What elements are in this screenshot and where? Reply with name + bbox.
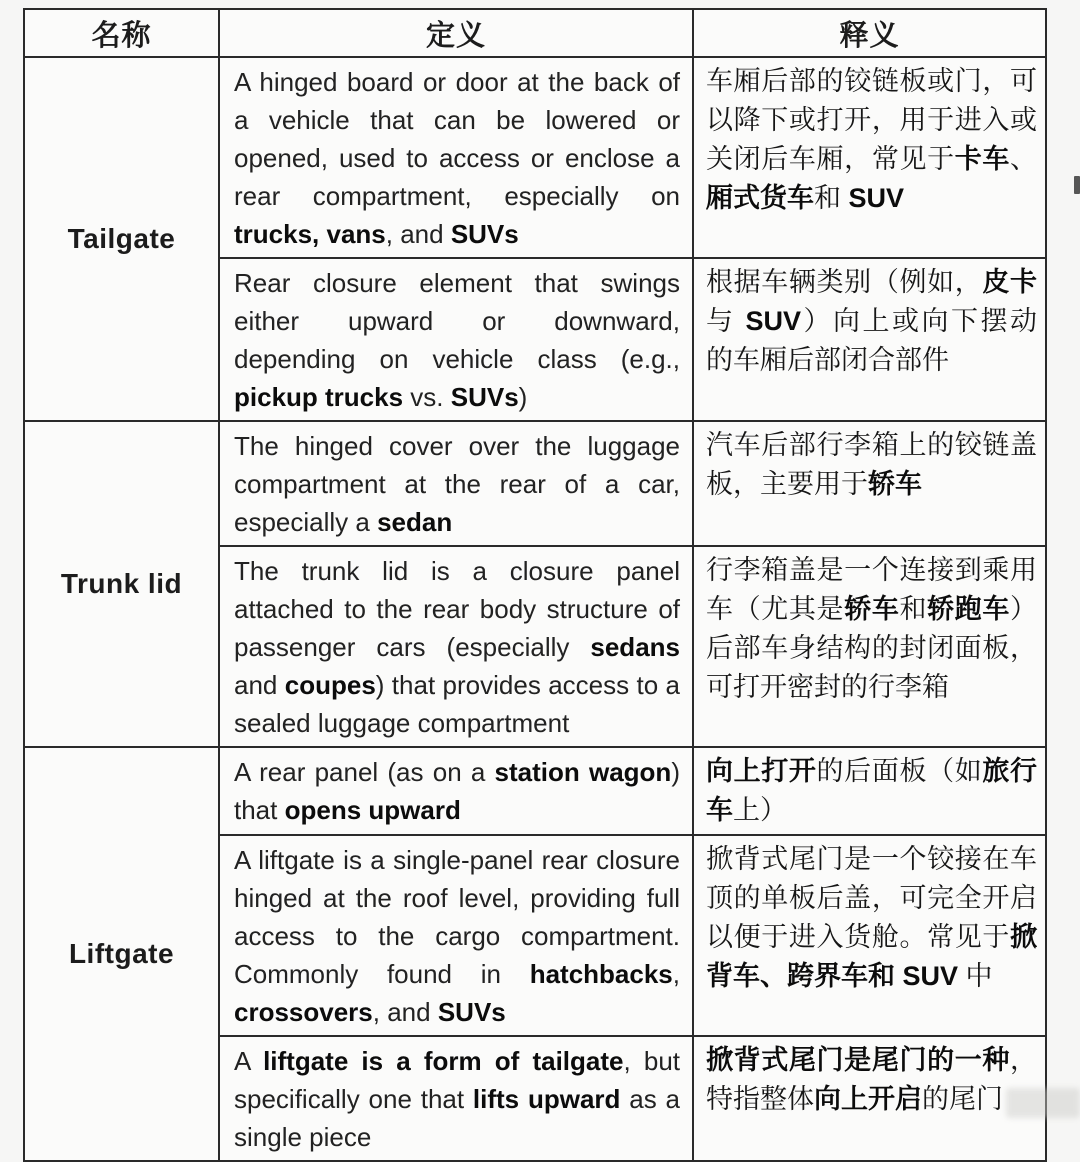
table-row [24, 57, 1046, 258]
scan-artifact [1074, 176, 1080, 194]
definition-cell: The trunk lid is a closure panel attached to the rear body structure of passenger cars (especially sedans and coupes) that provides access to a sealed luggage compartment [219, 546, 693, 747]
definition-cell: A hinged board or door at the back of a vehicle that can be lowered or opened, used to access or enclose a rear compartment, especially on trucks, vans, and SUVs [219, 57, 693, 258]
term-cell-liftgate: Liftgate [24, 747, 219, 1161]
interpretation-cell: 掀背式尾门是一个铰接在车顶的单板后盖，可完全开启以便于进入货舱。常见于掀背车、跨界车和 SUV 中 [693, 835, 1046, 1036]
header-name: 名称 [24, 9, 219, 57]
term-cell-tailgate: Tailgate [24, 57, 219, 421]
interpretation-cell: 向上打开的后面板（如旅行车上） [693, 747, 1046, 835]
definition-cell: A liftgate is a form of tailgate, but specifically one that lifts upward as a single piece [219, 1036, 693, 1161]
definition-cell: The hinged cover over the luggage compartment at the rear of a car, especially a sedan [219, 421, 693, 546]
definition-cell: A liftgate is a single-panel rear closure hinged at the roof level, providing full access to the cargo compartment. Commonly found in hatchbacks, crossovers, and SUVs [219, 835, 693, 1036]
definition-cell: A rear panel (as on a station wagon) that opens upward [219, 747, 693, 835]
interpretation-cell: 汽车后部行李箱上的铰链盖板，主要用于轿车 [693, 421, 1046, 546]
definition-cell: Rear closure element that swings either upward or downward, depending on vehicle class (e.g., pickup trucks vs. SUVs) [219, 258, 693, 421]
term-cell-trunk-lid: Trunk lid [24, 421, 219, 747]
interpretation-cell: 行李箱盖是一个连接到乘用车（尤其是轿车和轿跑车）后部车身结构的封闭面板，可打开密封的行李箱 [693, 546, 1046, 747]
watermark-smudge [1006, 1088, 1080, 1118]
interpretation-cell: 根据车辆类别（例如，皮卡与 SUV）向上或向下摆动的车厢后部闭合部件 [693, 258, 1046, 421]
interpretation-cell: 车厢后部的铰链板或门，可以降下或打开，用于进入或关闭后车厢，常见于卡车、厢式货车和 SUV [693, 57, 1046, 258]
header-definition: 定义 [219, 9, 693, 57]
table-row [24, 421, 1046, 546]
table-header-row [24, 9, 1046, 57]
header-interpretation: 释义 [693, 9, 1046, 57]
table-row [24, 747, 1046, 835]
definitions-table [23, 8, 1047, 1162]
interpretation-cell: 掀背式尾门是尾门的一种，特指整体向上开启的尾门 [693, 1036, 1046, 1161]
